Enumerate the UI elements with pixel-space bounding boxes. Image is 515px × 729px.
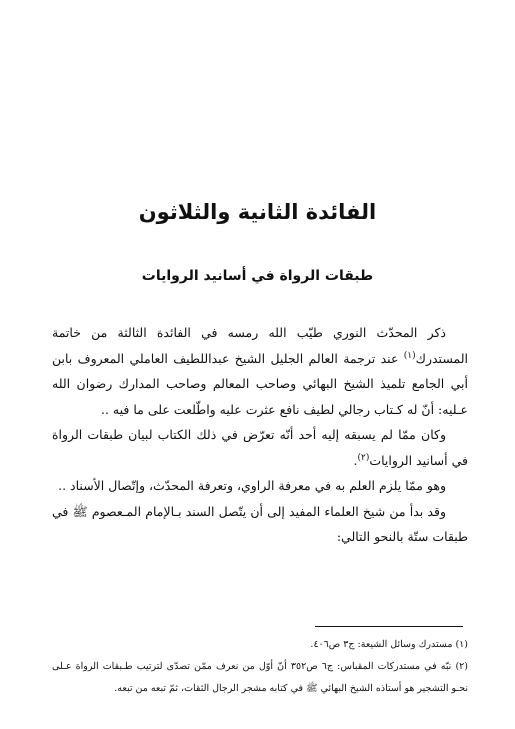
paragraph-1-text-b: عند ترجمة العالم الجليل الشيخ عبداللطيف العاملي المعروف بابن أبي الجامع تلميذ الشيخ البهائي وصاحب المعالم وصاحب المدارك رضوان الله عـليه: أنّ له كـتاب رجالي لطيف نافع عثرت عليه واطّلعت على ما فيه .. (52, 350, 468, 417)
paragraph-3: وهو ممّا يلزم العلم به في معرفة الراوي، وتعرفة المحدّث، وإتّصال الأسناد .. (58, 478, 446, 493)
footnote-1: (١) مستدرك وسائل الشيعة: ج٣ ص٤٠٦. (310, 639, 468, 650)
footnote-ref-1[interactable]: (١) (403, 350, 416, 361)
section-title: طبقات الرواة في أسانيد الروايات (141, 268, 374, 284)
footnote-ref-2[interactable]: (٢) (357, 452, 370, 463)
footnote-2: (٢) نبّه في مستدركات المقباس: ج٦ ص٣٥٢ أنّ أوّل من نعرف ممّن تصدّى لترتيب طـبقات الرواة عـلى نحـو التشجير هو أستاذه الشيخ البهائي ﷺ في كتابه مشجر الرجال الثقات، ثمّ تبعه من تبعه. (52, 661, 468, 694)
chapter-title: الفائدة الثانية والثلاثون (138, 200, 377, 224)
paragraph-2-text-b: . (353, 452, 358, 468)
footnote-divider (315, 626, 463, 627)
paragraph-2-text-a: وكان ممّا لم يسبقه إليه أحد أنّه تعرّض في ذلك الكتاب لبيان طبقات الرواة في أسانيد الروايات (52, 427, 468, 468)
paragraph-1 (52, 320, 468, 422)
paragraph-1-text-a: ذكر المحدّث النوري طيّب الله رمسه في الفائدة الثالثة من خاتمة المستدرك (52, 325, 468, 366)
main-text (52, 320, 468, 550)
paragraph-2 (52, 422, 468, 473)
footnotes (52, 634, 468, 700)
paragraph-4: وقد بدأ من شيخ العلماء المفيد إلى أن يتّصل السند بـالإمام المـعصوم ﷺ في طبقات ستّة بالنحو التالي: (52, 503, 468, 544)
